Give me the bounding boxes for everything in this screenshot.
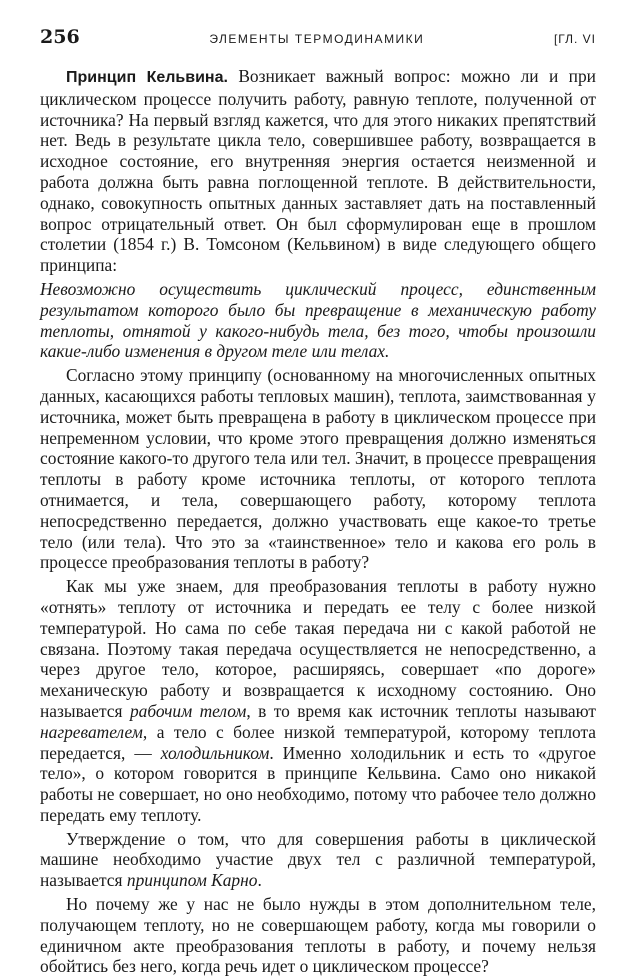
paragraph-text: Как мы уже знаем, для преобразования теплоты в работу нужно «отнять» теплоту от источника и передать ее телу с более низкой температурой. Но сама по себе такая передача ни с какой работой не связана. Поэтому такая передача осуществляется не непосредственно, а через другое тело, которое, расширяясь, совершает «по дороге» механическую работу и возвращается к исходному состоянию. Оно называется: [40, 576, 596, 721]
running-head: ЭЛЕМЕНТЫ ТЕРМОДИНАМИКИ: [209, 32, 425, 46]
kelvin-statement: Невозможно осуществить циклический процесс, единственным результатом которого было бы превращение в механическую работу теплоты, отнятой у какого-нибудь тела, без того, чтобы произошли какие-либо изменения в другом теле или телах.: [40, 278, 596, 362]
paragraph-text: , в то время как источник теплоты называют: [246, 700, 596, 721]
paragraph-text: .: [257, 870, 262, 891]
paragraph-explanation: Согласно этому принципу (основанному на многочисленных опытных данных, касающихся работы тепловых машин), теплота, заимствованная у источника, может быть превращена в работу в циклическом процессе при непременном условии, что кроме этого превращения должно изменяться состояние какого-то другого тела или тел. Значит, в процессе превращения теплоты в работу кроме источника теплоты, от которого теплота отнимается, и тела, совершающего работу, которому теплота непосредственно передается, должно участвовать еще какое-то третье тело (или тела). Что это за «таинственное» тело и какова его роль в процессе преобразования теплоты в работу?: [40, 365, 596, 573]
paragraph-question: Но почему же у нас не было нужды в этом дополнительном теле, получающем теплоту, но не совершающем работу, когда мы говорили о единичном акте преобразования теплоты в работу, и почему нельзя обойтись без него, когда речь идет о циклическом процессе?: [40, 894, 596, 977]
section-lead: Принцип Кельвина.: [66, 69, 228, 86]
term-heater: нагревателем: [40, 721, 143, 742]
paragraph-text: Утверждение о том, что для совершения работы в циклической машине необходимо участие двух тел с различной температурой, называется: [40, 828, 596, 891]
page-number: 256: [40, 26, 80, 48]
term-cooler: холодильником: [160, 742, 270, 763]
page-header: [40, 26, 596, 50]
page-body: [40, 66, 596, 977]
paragraph-carnot: [40, 829, 596, 891]
term-carnot-principle: принципом Карно: [126, 870, 258, 891]
paragraph-text: Возникает важный вопрос: можно ли и при циклическом процессе получить работу, равную теплоте, полученной от источника? На первый взгляд кажется, что для этого никаких препятствий нет. Ведь в результате цикла тело, совершившее работу, возвращается в исходное состояние, его внутренняя энергия остается неизменной и работа должна быть равна поглощенной теплоте. В действительности, однако, совокупность опытных данных заставляет дать на поставленный вопрос отрицательный ответ. Он был сформулирован еще в прошлом столетии (1854 г.) В. Томсоном (Кельвином) в виде следующего общего принципа:: [40, 66, 596, 276]
chapter-label: [ГЛ. VI: [553, 32, 596, 46]
paragraph-text: . Именно холодильник и есть то «другое тело», о котором говорится в принципе Кельвина. Само оно никакой работы не совершает, но оно необходимо, потому что рабочее тело должно передать ему теплоту.: [40, 742, 596, 825]
paragraph-kelvin-principle: [40, 66, 596, 276]
paragraph-heat-transfer: [40, 576, 596, 826]
term-working-body: рабочим телом: [129, 700, 247, 721]
book-page: [40, 26, 596, 980]
paragraph-text: , а тело с более низкой температурой, которому теплота передается, —: [40, 721, 596, 763]
